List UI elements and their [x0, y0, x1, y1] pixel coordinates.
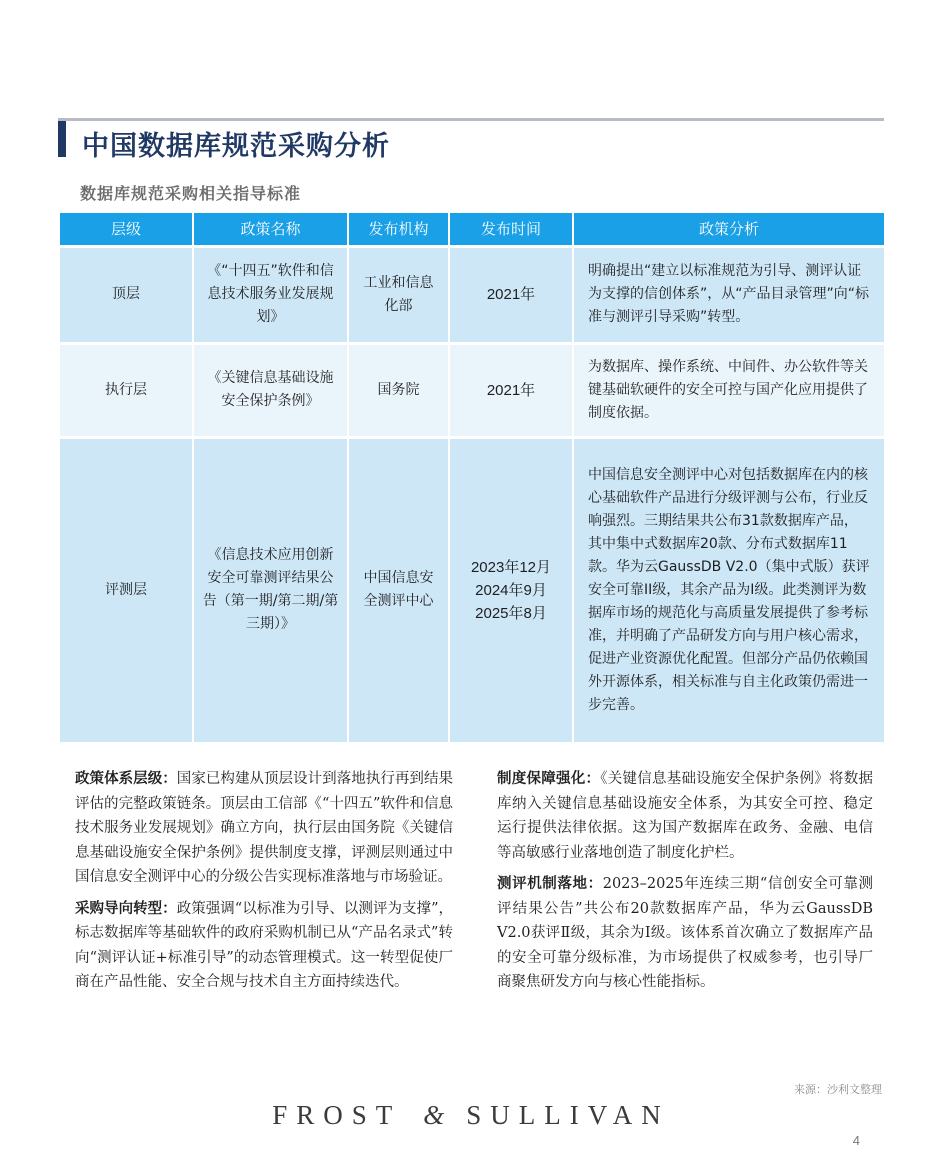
- left-column: [75, 767, 453, 1002]
- cell-policy: 《关键信息基础设施安全保护条例》: [193, 343, 348, 437]
- top-rule: [58, 118, 884, 121]
- cell-agency: 工业和信息化部: [348, 246, 449, 343]
- right-column: [497, 767, 873, 1002]
- cell-policy: 《“十四五”软件和信息技术服务业发展规划》: [193, 246, 348, 343]
- paragraph-label: 制度保障强化：: [497, 771, 601, 787]
- table-row: [60, 246, 884, 343]
- cell-analysis: 中国信息安全测评中心对包括数据库在内的核心基础软件产品进行分级评测与公布，行业反响强烈。三期结果共公布31款数据库产品，其中集中式数据库20款、分布式数据库11款。华为云GaussDB V2.0（集中式版）获评安全可靠II级，其余产品为I级。此类测评为数据库市场的规范化与高质量发展提供了参考标准，并明确了产品研发方向与用户核心需求，促进产业资源优化配置。但部分产品仍依赖国外开源体系，相关标准与自主化政策仍需进一步完善。: [573, 437, 884, 743]
- page-number: 4: [852, 1133, 860, 1148]
- cell-date: 2021年: [449, 246, 573, 343]
- cell-agency: 中国信息安全测评中心: [348, 437, 449, 743]
- title-accent-bar: [58, 121, 66, 157]
- policy-table: [60, 213, 884, 745]
- paragraph-text: 《关键信息基础设施安全保护条例》将数据库纳入关键信息基础设施安全体系，为其安全可控、稳定运行提供法律依据。这为国产数据库在政务、金融、电信等高敏感行业落地创造了制度化护栏。: [497, 771, 873, 861]
- cell-policy: 《信息技术应用创新安全可靠测评结果公告（第一期/第二期/第三期）》: [193, 437, 348, 743]
- cell-analysis: 为数据库、操作系统、中间件、办公软件等关键基础软硬件的安全可控与国产化应用提供了制度依据。: [573, 343, 884, 437]
- date-line: 2023年12月: [470, 558, 552, 576]
- paragraph-text: 政策强调“以标准为引导、以测评为支撑”，标志数据库等基础软件的政府采购机制已从“产品名录式”转向“测评认证+标准引导”的动态管理模式。这一转型促使厂商在产品性能、安全合规与技术自主方面持续迭代。: [75, 900, 454, 990]
- table-row: [60, 343, 884, 437]
- logo-word-sullivan: SULLIVAN: [466, 1100, 670, 1130]
- frost-sullivan-logo: [0, 1100, 942, 1131]
- cell-level: 顶层: [60, 246, 193, 343]
- table-header-row: [60, 213, 884, 246]
- logo-ampersand: &: [423, 1100, 445, 1130]
- cell-agency: 国务院: [348, 343, 449, 437]
- source-note: 来源：沙利文整理: [794, 1083, 882, 1096]
- cell-level: 评测层: [60, 437, 193, 743]
- table-subtitle: 数据库规范采购相关指导标准: [80, 184, 302, 203]
- paragraph-evaluation-mechanism: [497, 872, 873, 995]
- header-date: 发布时间: [449, 213, 573, 246]
- cell-analysis: 明确提出“建立以标准规范为引导、测评认证为支撑的信创体系”，从“产品目录管理”向“标准与测评引导采购”转型。: [573, 246, 884, 343]
- paragraph-procurement-shift: [75, 897, 453, 995]
- header-level: 层级: [60, 213, 193, 246]
- paragraph-label: 采购导向转型：: [75, 900, 177, 917]
- paragraph-institutional-guarantee: [497, 767, 873, 865]
- header-analysis: 政策分析: [573, 213, 884, 246]
- date-line: 2024年9月: [475, 581, 547, 599]
- paragraph-text: 2023–2025年连续三期“信创安全可靠测评结果公告”共公布20款数据库产品，华为云GaussDB V2.0获评Ⅱ级，其余为Ⅰ级。该体系首次确立了数据库产品的安全可靠分级标准，为市场提供了权威参考，也引导厂商聚焦研发方向与核心性能指标。: [497, 876, 874, 990]
- page-title: 中国数据库规范采购分析: [82, 131, 390, 162]
- paragraph-label: 政策体系层级：: [75, 771, 177, 787]
- cell-date: [449, 437, 573, 743]
- table-row: [60, 437, 884, 743]
- logo-word-frost: FROST: [272, 1100, 402, 1130]
- date-line: 2025年8月: [475, 604, 547, 622]
- header-policy-name: 政策名称: [193, 213, 348, 246]
- paragraph-text: 国家已构建从顶层设计到落地执行再到结果评估的完整政策链条。顶层由工信部《“十四五”软件和信息技术服务业发展规划》确立方向，执行层由国务院《关键信息基础设施安全保护条例》提供制度支撑，评测层则通过中国信息安全测评中心的分级公告实现标准落地与市场验证。: [75, 771, 453, 885]
- cell-level: 执行层: [60, 343, 193, 437]
- header-agency: 发布机构: [348, 213, 449, 246]
- cell-date: 2021年: [449, 343, 573, 437]
- paragraph-label: 测评机制落地：: [497, 876, 603, 892]
- paragraph-policy-hierarchy: [75, 767, 453, 890]
